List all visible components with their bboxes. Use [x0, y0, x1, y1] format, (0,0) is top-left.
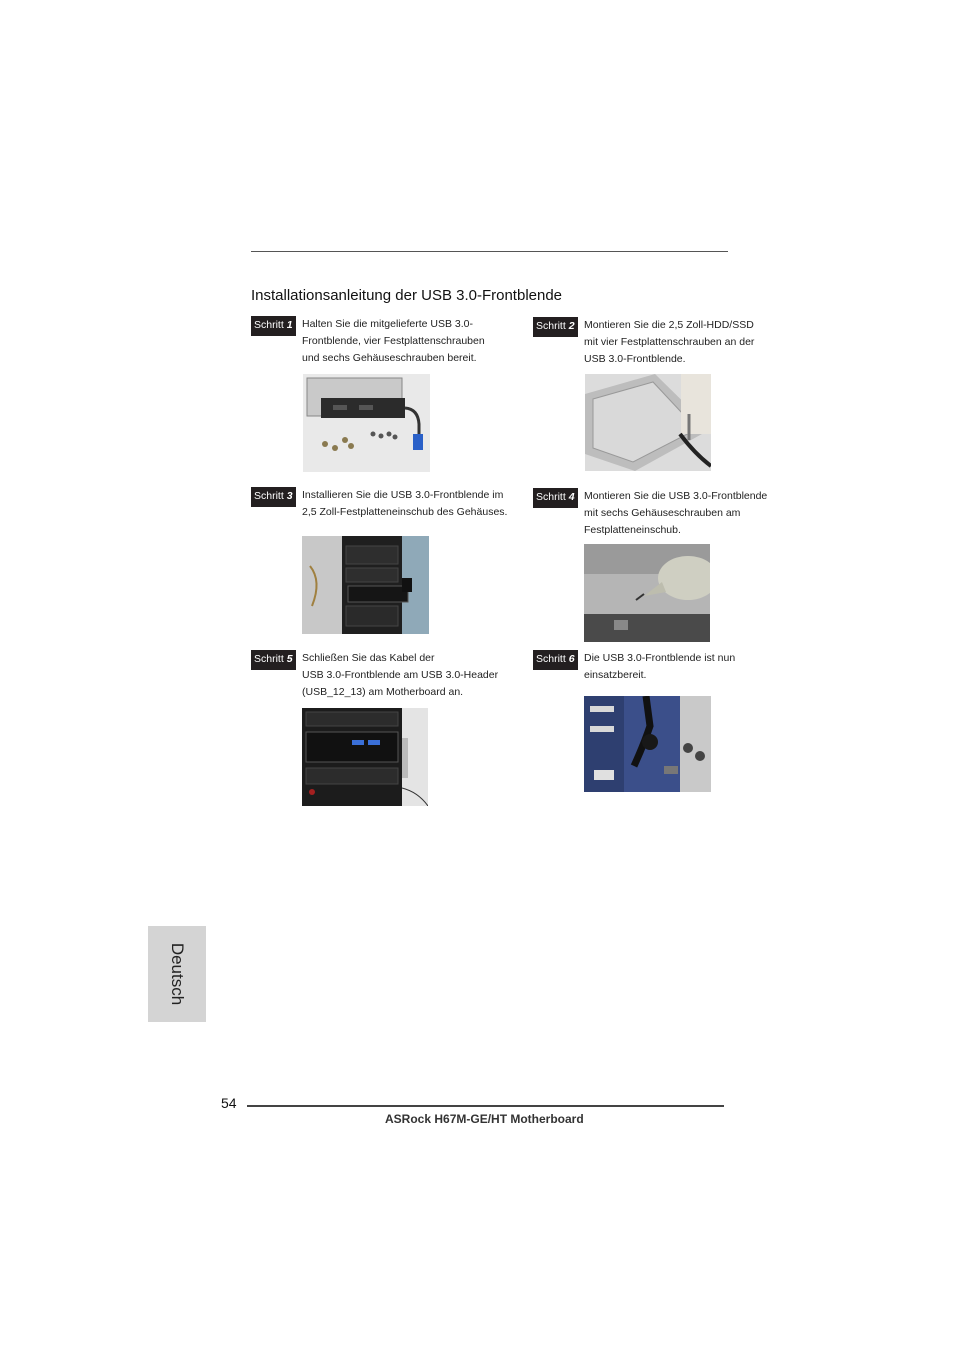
- step-text: Halten Sie die mitgelieferte USB 3.0- Frontblende, vier Festplattenschrauben und sechs Gehäuseschrauben bereit.: [302, 318, 485, 364]
- step-badge: Schritt 2: [533, 317, 578, 337]
- step-text: Die USB 3.0-Frontblende ist nun einsatzbereit.: [584, 652, 736, 681]
- photo-step-1: [303, 374, 430, 472]
- step-text: Schließen Sie das Kabel der USB 3.0-Frontblende am USB 3.0-Header (USB_12_13) am Motherboard an.: [302, 652, 499, 698]
- bottom-rule: [247, 1105, 724, 1107]
- photo-step-5: [302, 708, 428, 806]
- step-badge: Schritt 6: [533, 650, 578, 670]
- step-text: Installieren Sie die USB 3.0-Frontblende im 2,5 Zoll-Festplatteneinschub des Gehäuses.: [302, 489, 508, 518]
- footer-product-name: ASRock H67M-GE/HT Motherboard: [385, 1112, 584, 1126]
- step-badge: Schritt 5: [251, 650, 296, 670]
- page-number: 54: [221, 1095, 237, 1111]
- photo-step-2: [585, 374, 711, 471]
- step-badge: Schritt 3: [251, 487, 296, 507]
- photo-step-3: [302, 536, 429, 634]
- step-text: Montieren Sie die 2,5 Zoll-HDD/SSD mit vier Festplattenschrauben an der USB 3.0-Frontblende.: [584, 319, 755, 365]
- photo-step-4: [584, 544, 710, 642]
- step-text: Montieren Sie die USB 3.0-Frontblende mit sechs Gehäuseschrauben am Festplatteneinschub.: [584, 490, 768, 536]
- step-badge: Schritt 1: [251, 316, 296, 336]
- language-tab: Deutsch: [148, 926, 206, 1022]
- section-title: Installationsanleitung der USB 3.0-Frontblende: [251, 287, 563, 304]
- top-rule: [251, 251, 728, 252]
- step-badge: Schritt 4: [533, 488, 578, 508]
- photo-step-6: [584, 696, 711, 792]
